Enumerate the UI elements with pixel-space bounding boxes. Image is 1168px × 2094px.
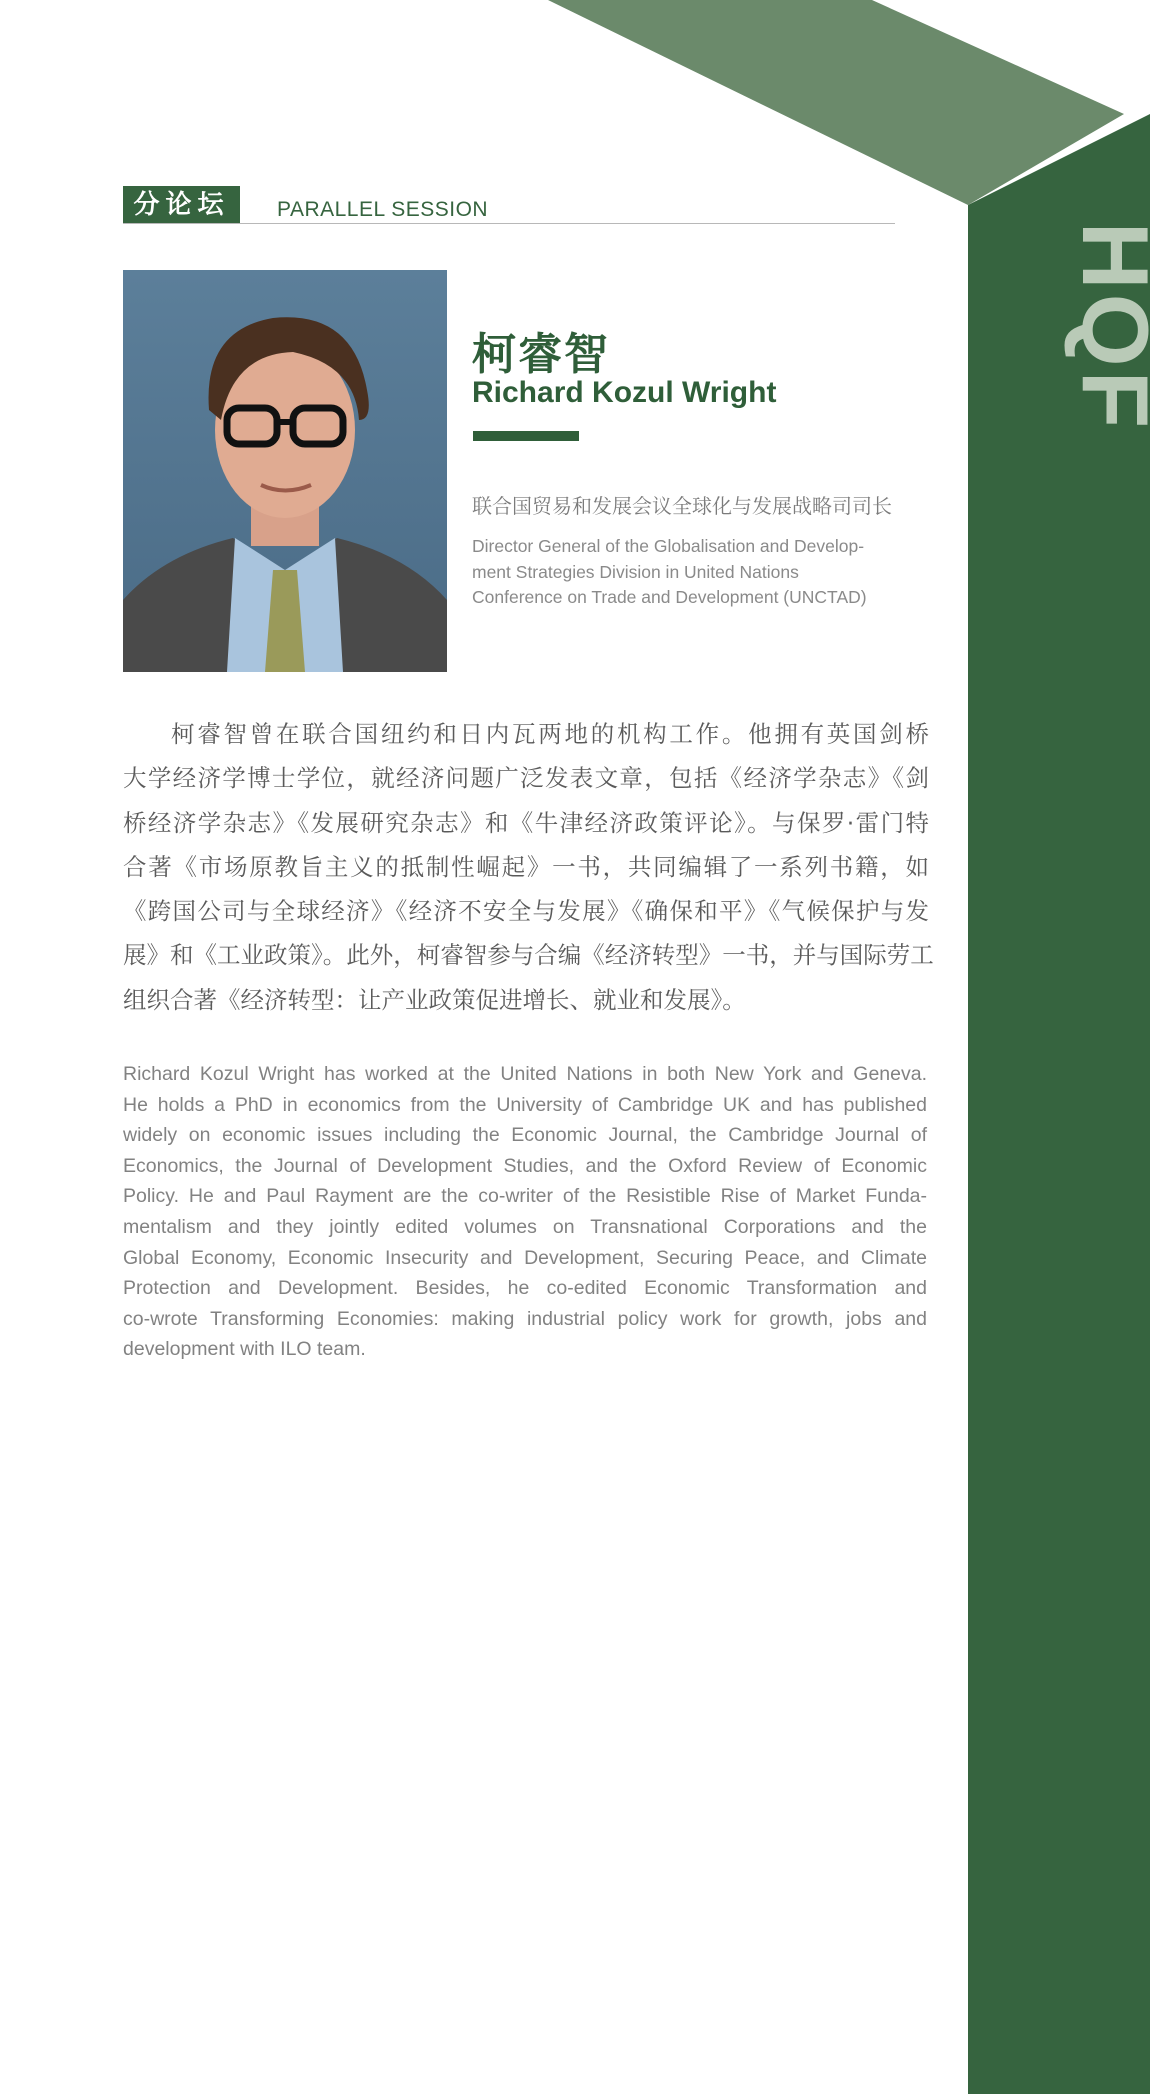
bio-en-line: Economics, the Journal of Development Studies, and the Oxford Review of Economic <box>123 1154 927 1177</box>
biography-cn <box>123 712 934 1022</box>
speaker-title-en <box>472 534 912 611</box>
bio-en-line: Global Economy, Economic Insecurity and Development, Securing Peace, and Climate <box>123 1246 927 1269</box>
session-tag: 分论坛 <box>123 186 240 224</box>
bio-en-line: He holds a PhD in economics from the University of Cambridge UK and has published <box>123 1093 927 1116</box>
bio-en-line: widely on economic issues including the Economic Journal, the Cambridge Journal of <box>123 1124 927 1147</box>
biography-en <box>123 1059 927 1365</box>
bio-cn-line: 组织合著《经济转型：让产业政策促进增长、就业和发展》。 <box>123 985 746 1014</box>
bio-en-line: Richard Kozul Wright has worked at the United Nations in both New York and Geneva. <box>123 1063 927 1085</box>
title-en-line: Conference on Trade and Development (UNCTAD) <box>472 587 867 607</box>
bio-cn-line: 展》和《工业政策》。此外，柯睿智参与合编《经济转型》一书，并与国际劳工 <box>123 941 934 970</box>
bio-cn-line: 《跨国公司与全球经济》《经济不安全与发展》《确保和平》《气候保护与发 <box>123 897 929 926</box>
title-en-line: ment Strategies Division in United Nations <box>472 561 799 582</box>
speaker-photo <box>123 270 447 672</box>
bio-cn-line: 桥经济学杂志》《发展研究杂志》和《牛津经济政策评论》。与保罗·雷门特 <box>123 808 929 837</box>
bio-en-line: Policy. He and Paul Rayment are the co-writer of the Resistible Rise of Market Funda- <box>123 1185 927 1208</box>
bio-en-line: Protection and Development. Besides, he co-edited Economic Transformation and <box>123 1277 927 1300</box>
speaker-name-cn: 柯睿智 <box>472 329 610 380</box>
speaker-title-cn: 联合国贸易和发展会议全球化与发展战略司司长 <box>472 494 892 518</box>
bio-cn-line: 柯睿智曾在联合国纽约和日内瓦两地的机构工作。他拥有英国剑桥 <box>171 720 929 748</box>
bio-en-line: co-wrote Transforming Economies: making industrial policy work for growth, jobs and <box>123 1307 927 1330</box>
speaker-name-en: Richard Kozul Wright <box>472 376 777 409</box>
bio-en-line: mentalism and they jointly edited volumes on Transnational Corporations and the <box>123 1215 927 1238</box>
title-en-line: Director General of the Globalisation and Develop- <box>472 536 865 556</box>
session-title: PARALLEL SESSION <box>277 198 489 221</box>
bio-cn-line: 大学经济学博士学位，就经济问题广泛发表文章，包括《经济学杂志》《剑 <box>123 764 929 793</box>
hqf-logo: HQF <box>1063 221 1168 433</box>
bio-en-line: development with ILO team. <box>123 1338 366 1361</box>
bio-cn-line: 合著《市场原教旨主义的抵制性崛起》一书，共同编辑了一系列书籍，如 <box>123 852 929 881</box>
header-divider <box>123 223 895 224</box>
name-underline <box>473 431 579 441</box>
